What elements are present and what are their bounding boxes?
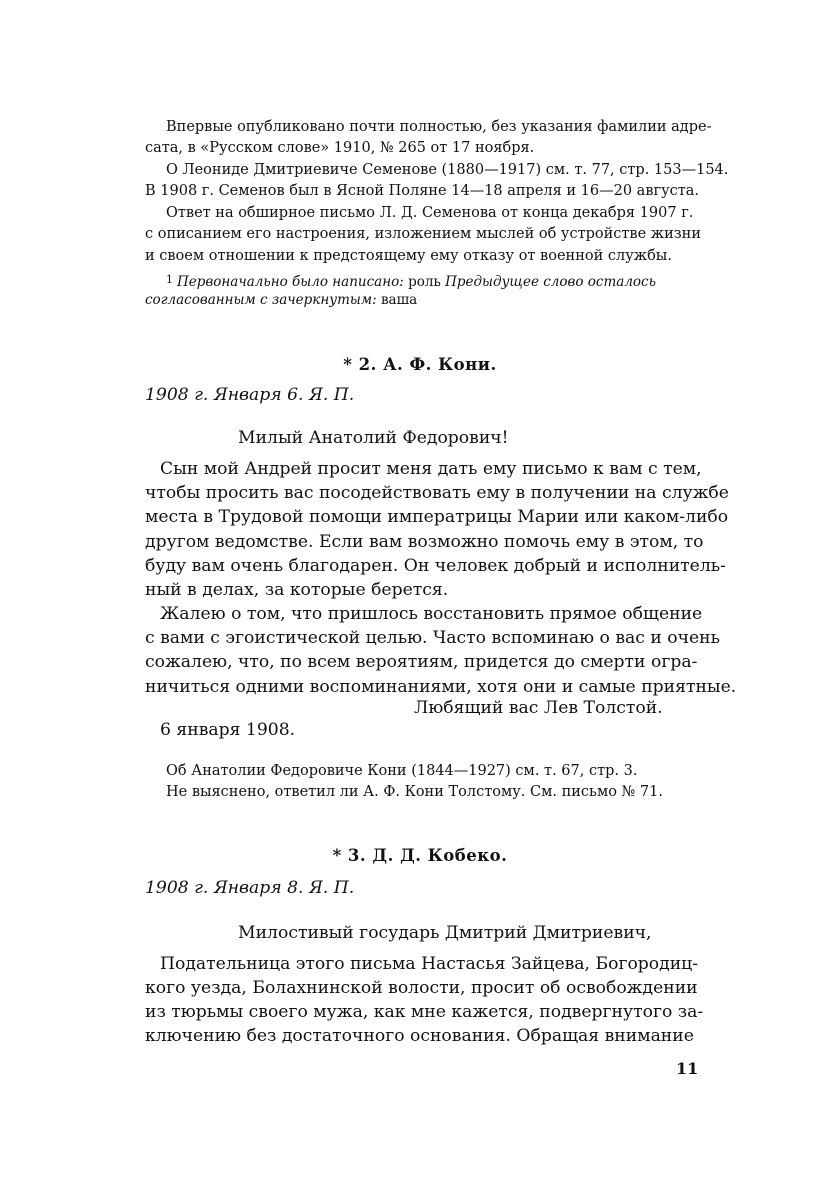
letter-body-line: Подательница этого письма Настасья Зайцева, Богородиц- [160,954,699,974]
letter-heading: * 3. Д. Д. Кобеко. [332,846,508,865]
letter-salutation: Милостивый государь Дмитрий Дмитриевич, [238,923,652,943]
letter-body-line: места в Трудовой помощи императрицы Марии или каком-либо [145,507,729,527]
letter-body-line: другом ведомстве. Если вам возможно помочь ему в этом, то [145,532,704,552]
footnote-label: Первоначально было написано: [177,274,404,290]
letter-body-line: сожалею, что, по всем вероятиям, придется до смерти огра- [145,652,698,672]
letter-body-line: кого уезда, Болахнинской волости, просит об освобождении [145,978,698,998]
letter-dateline: 1908 г. Января 8. Я. П. [145,878,355,898]
letter-heading: * 2. А. Ф. Кони. [343,355,497,374]
note-line: сата, в «Русском слове» 1910, № 265 от 17 ноября. [145,140,535,156]
footnote-label: Предыдущее слово осталось [445,274,656,290]
letter-body-line: Жалею о том, что пришлось восстановить прямое общение [160,604,703,624]
note-line: Впервые опубликовано почти полностью, без указания фамилии адре- [166,119,712,135]
letter-body-line: чтобы просить вас посодействовать ему в получении на службе [145,483,729,503]
note-line: Об Анатолии Федоровиче Кони (1844—1927) см. т. 67, стр. 3. [166,763,638,779]
letter-body-line: ключению без достаточного основания. Обращая внимание [145,1026,694,1046]
letter-date: 6 января 1908. [160,720,296,740]
letter-body-line: ный в делах, за которые берется. [145,580,449,600]
letter-body-line: ничиться одними воспоминаниями, хотя они и самые приятные. [145,677,737,697]
page-number: 11 [676,1059,699,1078]
note-line: и своем отношении к предстоящему ему отказу от военной службы. [145,248,672,264]
letter-body-line: из тюрьмы своего мужа, как мне кажется, подвергнутого за- [145,1002,704,1022]
letter-signature: Любящий вас Лев Толстой. [414,698,663,718]
letter-body-line: с вами с эгоистической целью. Часто вспоминаю о вас и очень [145,628,720,648]
footnote-continuation [145,294,417,308]
footnote-word: роль [408,274,441,290]
letter-body-line: Сын мой Андрей просит меня дать ему письмо к вам с тем, [160,459,702,479]
letter-dateline: 1908 г. Января 6. Я. П. [145,385,355,405]
note-line: Ответ на обширное письмо Л. Д. Семенова от конца декабря 1907 г. [166,205,694,221]
letter-body-line: буду вам очень благодарен. Он человек добрый и исполнитель- [145,556,726,576]
note-line: О Леониде Дмитриевиче Семенове (1880—1917) см. т. 77, стр. 153—154. [166,162,729,178]
note-line: с описанием его настроения, изложением мыслей об устройстве жизни [145,226,701,242]
letter-salutation: Милый Анатолий Федорович! [238,428,509,448]
footnote-word: ваша [380,292,418,308]
footnote-number: 1 [166,273,173,286]
footnote-label: согласованным с зачеркнутым: [145,292,377,308]
note-line: Не выяснено, ответил ли А. Ф. Кони Толстому. См. письмо № 71. [166,784,663,800]
footnote [166,274,656,290]
note-line: В 1908 г. Семенов был в Ясной Поляне 14—18 апреля и 16—20 августа. [145,183,700,199]
